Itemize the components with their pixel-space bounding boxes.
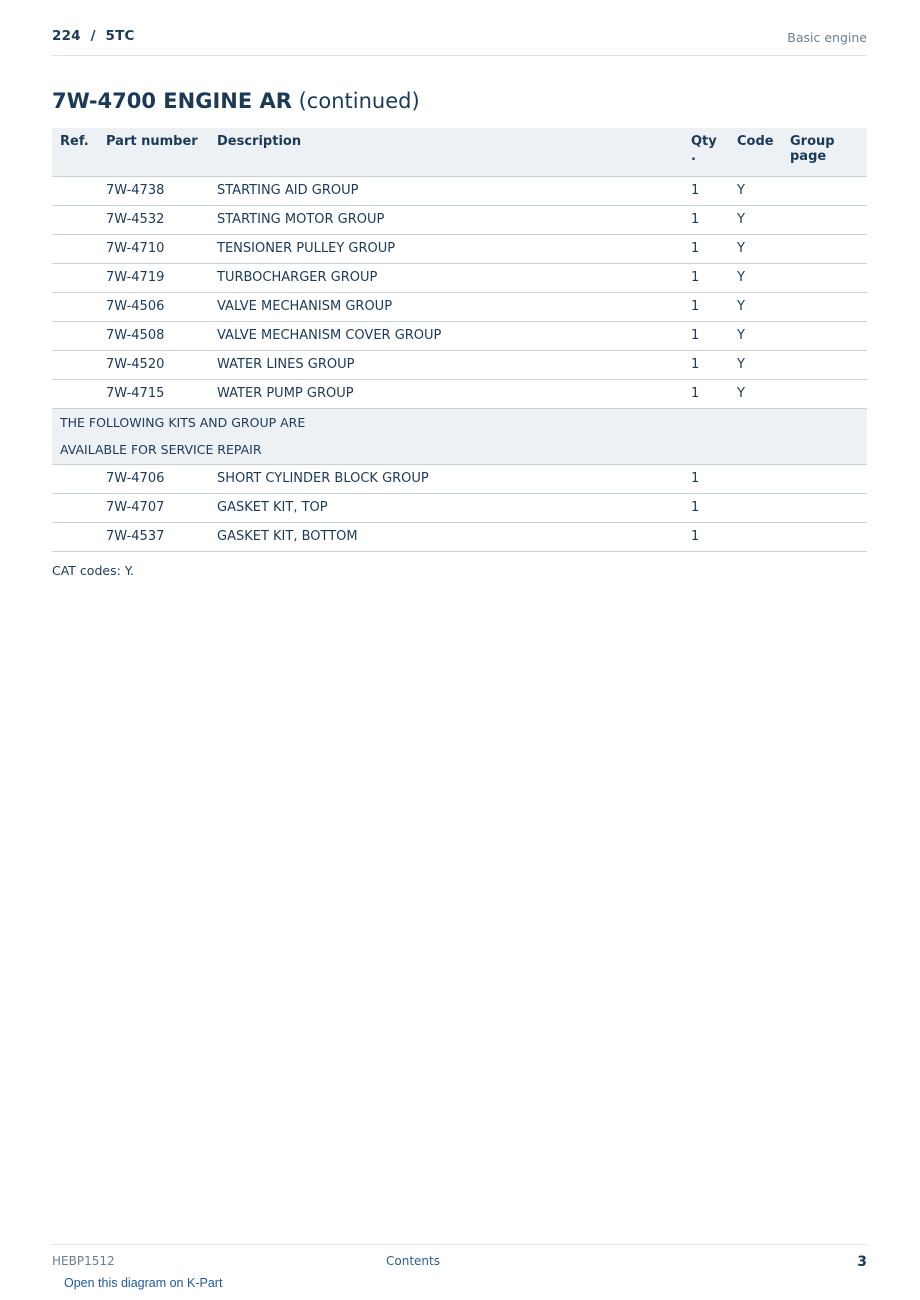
cell-code: Y <box>729 292 782 321</box>
cell-code: Y <box>729 321 782 350</box>
note-row <box>52 408 867 436</box>
cell-description: SHORT CYLINDER BLOCK GROUP <box>209 464 683 493</box>
cell-part-number: 7W-4532 <box>98 205 209 234</box>
cell-ref <box>52 292 98 321</box>
cell-group-page <box>782 205 867 234</box>
table-row <box>52 493 867 522</box>
cell-description: WATER PUMP GROUP <box>209 379 683 408</box>
cell-description: TENSIONER PULLEY GROUP <box>209 234 683 263</box>
note-text: AVAILABLE FOR SERVICE REPAIR <box>52 436 867 464</box>
table-row <box>52 379 867 408</box>
cell-description: WATER LINES GROUP <box>209 350 683 379</box>
title-suffix: (continued) <box>291 89 420 113</box>
col-header-description: Description <box>209 128 683 176</box>
cell-part-number: 7W-4706 <box>98 464 209 493</box>
cell-group-page <box>782 263 867 292</box>
table-row <box>52 176 867 205</box>
page-header <box>52 28 867 56</box>
cell-code: Y <box>729 205 782 234</box>
table-row <box>52 263 867 292</box>
cell-qty: 1 <box>683 234 729 263</box>
cell-part-number: 7W-4506 <box>98 292 209 321</box>
cell-group-page <box>782 321 867 350</box>
document-id: HEBP1512 <box>52 1254 115 1268</box>
col-header-qty <box>683 128 729 176</box>
cell-group-page <box>782 176 867 205</box>
page-title <box>52 89 420 113</box>
table-row <box>52 522 867 551</box>
cell-code <box>729 493 782 522</box>
cell-ref <box>52 205 98 234</box>
page-footer <box>52 1244 867 1275</box>
cell-description: GASKET KIT, BOTTOM <box>209 522 683 551</box>
cell-qty: 1 <box>683 263 729 292</box>
col-header-group-page <box>782 128 867 176</box>
cell-code: Y <box>729 263 782 292</box>
cell-part-number: 7W-4738 <box>98 176 209 205</box>
cell-part-number: 7W-4710 <box>98 234 209 263</box>
cell-group-page <box>782 493 867 522</box>
page-number: 3 <box>857 1254 867 1270</box>
cell-group-page <box>782 234 867 263</box>
cell-ref <box>52 321 98 350</box>
cell-part-number: 7W-4537 <box>98 522 209 551</box>
cell-qty: 1 <box>683 321 729 350</box>
col-header-qty-line2: . <box>691 149 696 164</box>
cell-part-number: 7W-4719 <box>98 263 209 292</box>
col-header-group-line1: Group <box>790 134 835 149</box>
cell-code <box>729 522 782 551</box>
cell-qty: 1 <box>683 464 729 493</box>
cell-group-page <box>782 379 867 408</box>
cell-part-number: 7W-4508 <box>98 321 209 350</box>
cell-part-number: 7W-4715 <box>98 379 209 408</box>
note-row <box>52 436 867 464</box>
cell-qty: 1 <box>683 493 729 522</box>
cell-ref <box>52 379 98 408</box>
cell-code: Y <box>729 379 782 408</box>
cell-ref <box>52 493 98 522</box>
table-row <box>52 205 867 234</box>
cell-qty: 1 <box>683 379 729 408</box>
cell-ref <box>52 464 98 493</box>
cell-part-number: 7W-4707 <box>98 493 209 522</box>
col-header-qty-line1: Qty <box>691 134 717 149</box>
cell-group-page <box>782 292 867 321</box>
page-section-id: 224 / 5TC <box>52 28 135 44</box>
cell-description: VALVE MECHANISM GROUP <box>209 292 683 321</box>
cell-group-page <box>782 350 867 379</box>
table-row <box>52 292 867 321</box>
cell-code: Y <box>729 350 782 379</box>
cell-code: Y <box>729 176 782 205</box>
cell-qty: 1 <box>683 176 729 205</box>
table-row <box>52 321 867 350</box>
cell-group-page <box>782 464 867 493</box>
cell-description: TURBOCHARGER GROUP <box>209 263 683 292</box>
open-k-part-link[interactable]: Open this diagram on K-Part <box>64 1276 223 1290</box>
cell-description: VALVE MECHANISM COVER GROUP <box>209 321 683 350</box>
parts-table <box>52 128 867 552</box>
col-header-ref: Ref. <box>52 128 98 176</box>
cell-description: STARTING MOTOR GROUP <box>209 205 683 234</box>
cell-qty: 1 <box>683 292 729 321</box>
cell-qty: 1 <box>683 205 729 234</box>
col-header-part-number: Part number <box>98 128 209 176</box>
cell-description: GASKET KIT, TOP <box>209 493 683 522</box>
cell-ref <box>52 234 98 263</box>
contents-link[interactable]: Contents <box>386 1254 440 1268</box>
cell-ref <box>52 522 98 551</box>
cell-qty: 1 <box>683 350 729 379</box>
table-row <box>52 464 867 493</box>
title-main: 7W-4700 ENGINE AR <box>52 89 292 113</box>
section-name: Basic engine <box>787 30 867 45</box>
cell-code: Y <box>729 234 782 263</box>
cell-description: STARTING AID GROUP <box>209 176 683 205</box>
cell-code <box>729 464 782 493</box>
cell-part-number: 7W-4520 <box>98 350 209 379</box>
cell-group-page <box>782 522 867 551</box>
table-row <box>52 350 867 379</box>
note-text: THE FOLLOWING KITS AND GROUP ARE <box>52 408 867 436</box>
cell-qty: 1 <box>683 522 729 551</box>
col-header-code: Code <box>729 128 782 176</box>
table-row <box>52 234 867 263</box>
cat-codes-note: CAT codes: Y. <box>52 563 134 578</box>
cell-ref <box>52 263 98 292</box>
cell-ref <box>52 350 98 379</box>
table-header-row <box>52 128 867 176</box>
col-header-group-line2: page <box>790 149 827 164</box>
cell-ref <box>52 176 98 205</box>
